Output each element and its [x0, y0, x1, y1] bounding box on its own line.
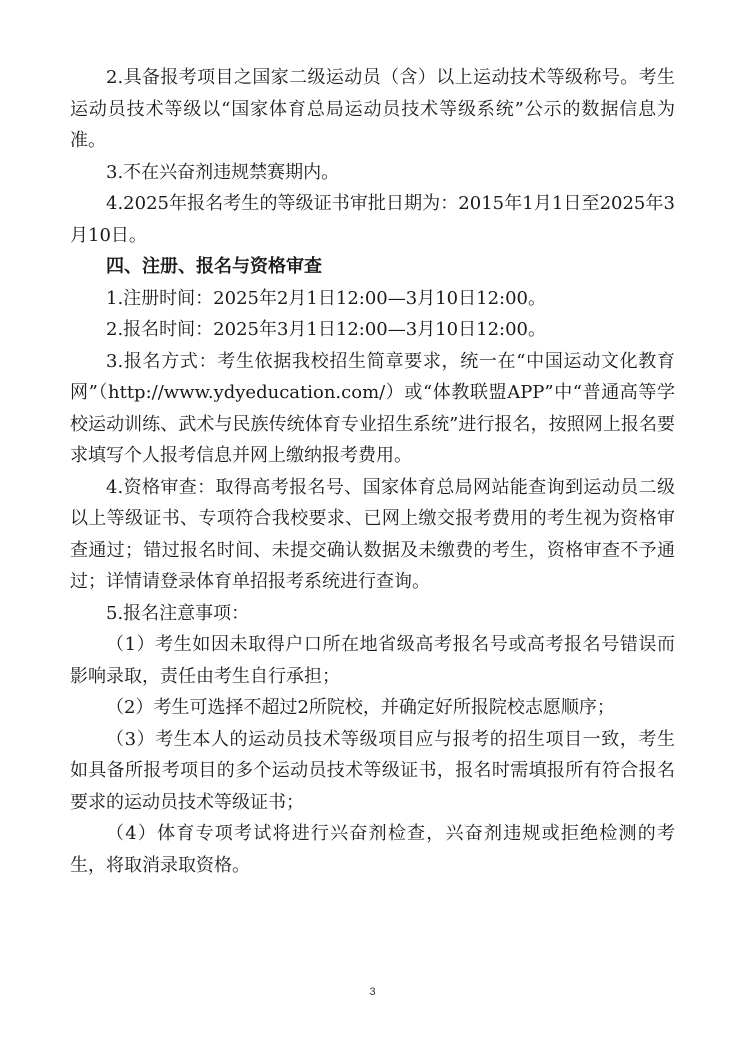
paragraph-registration-time: 1.注册时间：2025年2月1日12:00—3月10日12:00。 — [106, 287, 546, 309]
paragraph-requirement-3: 3.不在兴奋剂违规禁赛期内。 — [106, 161, 340, 183]
paragraph-application-method: 3.报名方式：考生依据我校招生简章要求，统一在“中国运动文化教育网”（http://www.ydyeducation.com/）或“体教联盟APP”中“普通高等学校运动训练、武术与民族传统体育专业招生系统”进行报名，按照网上报名要求填写个人报考信息并网上缴纳报考费用。 — [70, 350, 675, 466]
page-number: 3 — [369, 986, 376, 998]
paragraph-application-time: 2.报名时间：2025年3月1日12:00—3月10日12:00。 — [106, 319, 546, 340]
paragraph-note-2: （2）考生可选择不超过2所院校，并确定好所报院校志愿顺序； — [106, 697, 615, 718]
paragraph-requirement-4: 4.2025年报名考生的等级证书审批日期为：2015年1月1日至2025年3月10日。 — [70, 193, 675, 246]
paragraph-application-notes: 5.报名注意事项： — [106, 602, 250, 624]
paragraph-note-4: （4）体育专项考试将进行兴奋剂检查，兴奋剂违规或拒绝检测的考生，将取消录取资格。 — [70, 823, 675, 876]
section-heading-registration: 四、注册、报名与资格审查 — [106, 256, 322, 277]
paragraph-note-3: （3）考生本人的运动员技术等级项目应与报考的招生项目一致，考生如具备所报考项目的多个运动员技术等级证书，报名时需填报所有符合报名要求的运动员技术等级证书； — [70, 728, 675, 813]
paragraph-note-1: （1）考生如因未取得户口所在地省级高考报名号或高考报名号错误而影响录取，责任由考生自行承担； — [70, 634, 675, 687]
document-body — [70, 62, 675, 881]
paragraph-qualification-review: 4.资格审查：取得高考报名号、国家体育总局网站能查询到运动员二级以上等级证书、专项符合我校要求、已网上缴交报考费用的考生视为资格审查通过；错过报名时间、未提交确认数据及未缴费的考生，资格审查不予通过；详情请登录体育单招报考系统进行查询。 — [70, 476, 675, 592]
paragraph-requirement-2: 2.具备报考项目之国家二级运动员（含）以上运动技术等级称号。考生运动员技术等级以“国家体育总局运动员技术等级系统”公示的数据信息为准。 — [70, 67, 675, 151]
